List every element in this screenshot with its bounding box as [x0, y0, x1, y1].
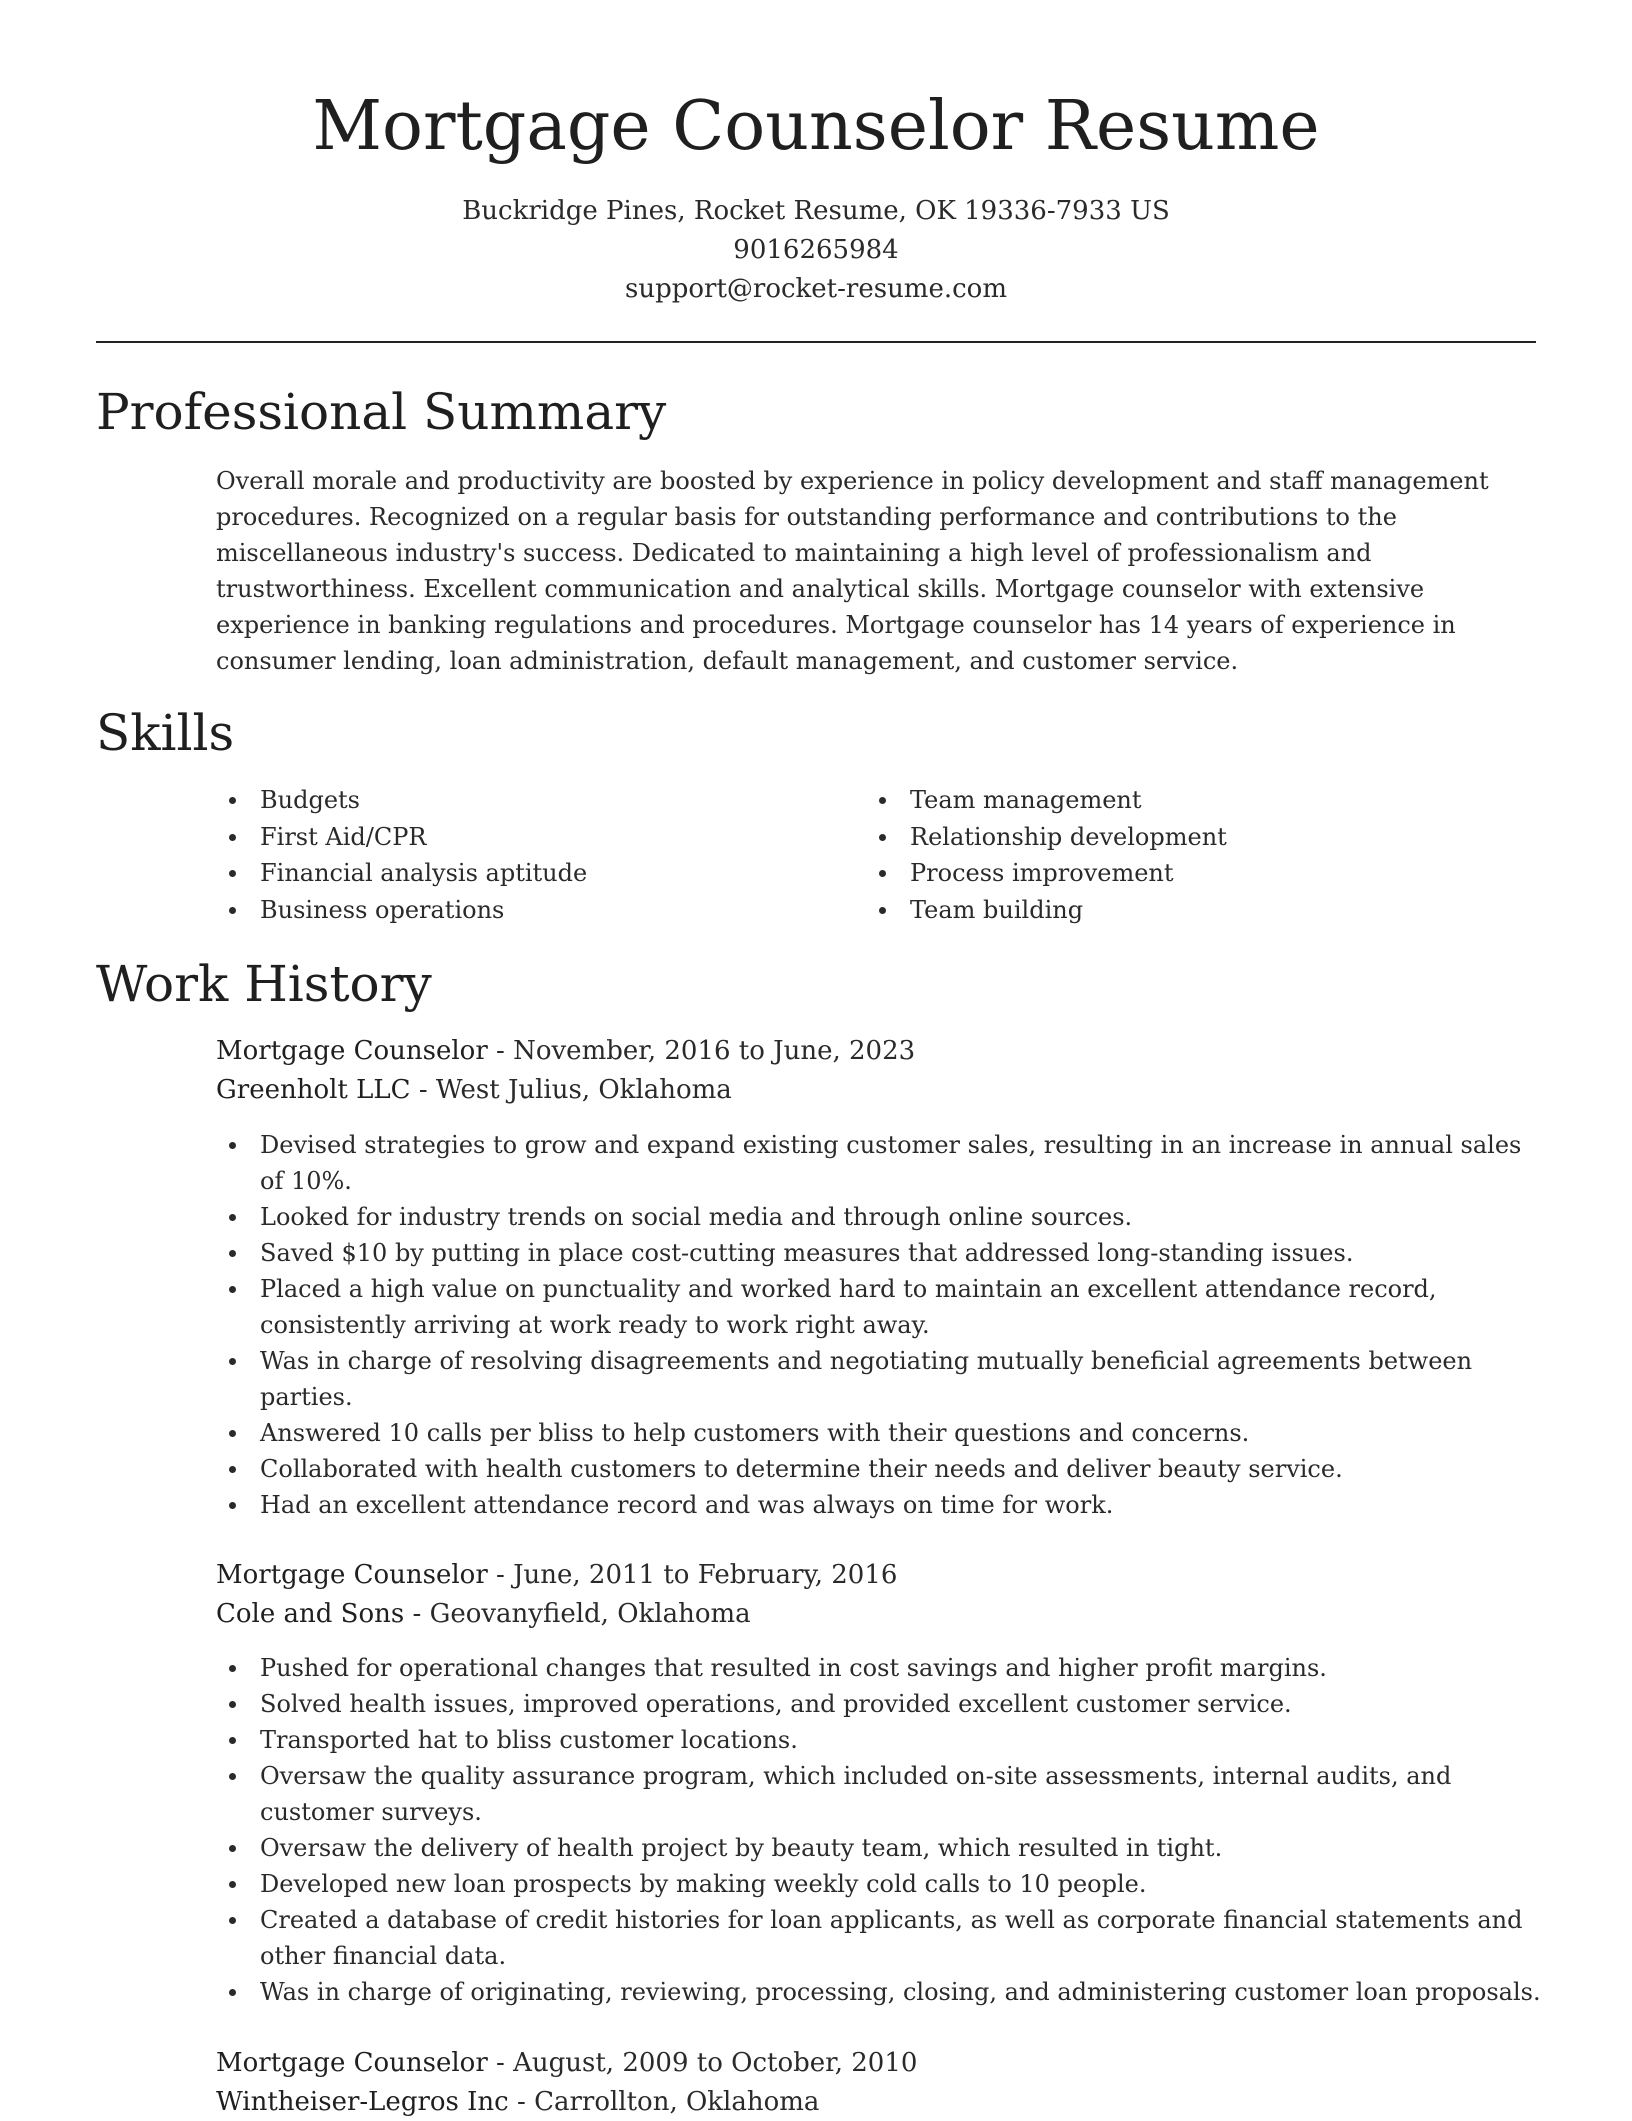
skill-item: First Aid/CPR — [216, 819, 587, 856]
duty-item: Transported hat to bliss customer locations. — [216, 1722, 1546, 1758]
summary-text: Overall morale and productivity are boosted by experience in policy development and staff management procedures. Recognized on a regular basis for outstanding performance and contributions to the miscellaneous industry's success. Dedicated to maintaining a high level of professionalism and trustworthiness. Excellent communication and analytical skills. Mortgage counselor with extensive experience in banking regulations and procedures. Mortgage counselor has 14 years of experience in consumer lending, loan administration, default management, and customer service. — [216, 463, 1546, 679]
duty-item: Solved health issues, improved operations, and provided excellent customer service. — [216, 1686, 1546, 1722]
job-company: Wintheiser-Legros Inc — [216, 2087, 509, 2117]
job-title-line: Mortgage Counselor - August, 2009 to October, 2010 — [216, 2044, 917, 2083]
contact-address: Buckridge Pines, Rocket Resume, OK 19336-7933 US — [0, 192, 1632, 231]
job-header — [216, 2044, 917, 2121]
job-location: Geovanyfield, Oklahoma — [430, 1599, 751, 1629]
skill-item: Team building — [866, 892, 1227, 929]
duty-item: Had an excellent attendance record and was always on time for work. — [216, 1487, 1546, 1523]
job-role: Mortgage Counselor — [216, 1036, 488, 1066]
contact-phone: 9016265984 — [0, 231, 1632, 270]
duty-item: Created a database of credit histories for loan applicants, as well as corporate financial statements and other financial data. — [216, 1902, 1546, 1974]
skill-item: Process improvement — [866, 855, 1227, 892]
job-duties-list — [216, 1650, 1546, 2010]
job-duties-list — [216, 1127, 1546, 1523]
job-role: Mortgage Counselor — [216, 2048, 488, 2078]
job-dates: June, 2011 to February, 2016 — [513, 1560, 897, 1590]
skills-list-right — [866, 782, 1227, 928]
job-location: Carrollton, Oklahoma — [534, 2087, 819, 2117]
skill-item: Business operations — [216, 892, 587, 929]
duty-item: Pushed for operational changes that resulted in cost savings and higher profit margins. — [216, 1650, 1546, 1686]
skills-heading: Skills — [96, 702, 234, 764]
job-company: Cole and Sons — [216, 1599, 404, 1629]
duty-item: Answered 10 calls per bliss to help customers with their questions and concerns. — [216, 1415, 1546, 1451]
contact-email: support@rocket-resume.com — [0, 270, 1632, 309]
duty-item: Was in charge of resolving disagreements and negotiating mutually beneficial agreements between parties. — [216, 1343, 1546, 1415]
job-role: Mortgage Counselor — [216, 1560, 488, 1590]
skill-item: Financial analysis aptitude — [216, 855, 587, 892]
duty-item: Looked for industry trends on social media and through online sources. — [216, 1199, 1546, 1235]
skill-item: Team management — [866, 782, 1227, 819]
duty-item: Saved $10 by putting in place cost-cutting measures that addressed long-standing issues. — [216, 1235, 1546, 1271]
job-company-line: Greenholt LLC - West Julius, Oklahoma — [216, 1071, 915, 1110]
skill-item: Budgets — [216, 782, 587, 819]
contact-block — [0, 192, 1632, 309]
resume-title: Mortgage Counselor Resume — [0, 84, 1632, 170]
duty-item: Oversaw the delivery of health project by beauty team, which resulted in tight. — [216, 1830, 1546, 1866]
header-divider — [96, 341, 1536, 343]
duty-item: Was in charge of originating, reviewing, processing, closing, and administering customer loan proposals. — [216, 1974, 1546, 2010]
duty-item: Collaborated with health customers to determine their needs and deliver beauty service. — [216, 1451, 1546, 1487]
job-title-line: Mortgage Counselor - November, 2016 to June, 2023 — [216, 1032, 915, 1071]
summary-heading: Professional Summary — [96, 381, 666, 443]
job-header — [216, 1556, 897, 1633]
job-title-line: Mortgage Counselor - June, 2011 to February, 2016 — [216, 1556, 897, 1595]
duty-item: Placed a high value on punctuality and worked hard to maintain an excellent attendance record, consistently arriving at work ready to work right away. — [216, 1271, 1546, 1343]
duty-item: Oversaw the quality assurance program, which included on-site assessments, internal audits, and customer surveys. — [216, 1758, 1546, 1830]
job-company-line: Wintheiser-Legros Inc - Carrollton, Oklahoma — [216, 2083, 917, 2121]
work-history-heading: Work History — [96, 953, 432, 1015]
job-company-line: Cole and Sons - Geovanyfield, Oklahoma — [216, 1595, 897, 1634]
duty-item: Devised strategies to grow and expand existing customer sales, resulting in an increase in annual sales of 10%. — [216, 1127, 1546, 1199]
job-company: Greenholt LLC — [216, 1075, 411, 1105]
duty-item: Developed new loan prospects by making weekly cold calls to 10 people. — [216, 1866, 1546, 1902]
skills-list-left — [216, 782, 587, 928]
job-dates: November, 2016 to June, 2023 — [513, 1036, 915, 1066]
job-header — [216, 1032, 915, 1109]
job-dates: August, 2009 to October, 2010 — [513, 2048, 917, 2078]
job-location: West Julius, Oklahoma — [436, 1075, 732, 1105]
skill-item: Relationship development — [866, 819, 1227, 856]
